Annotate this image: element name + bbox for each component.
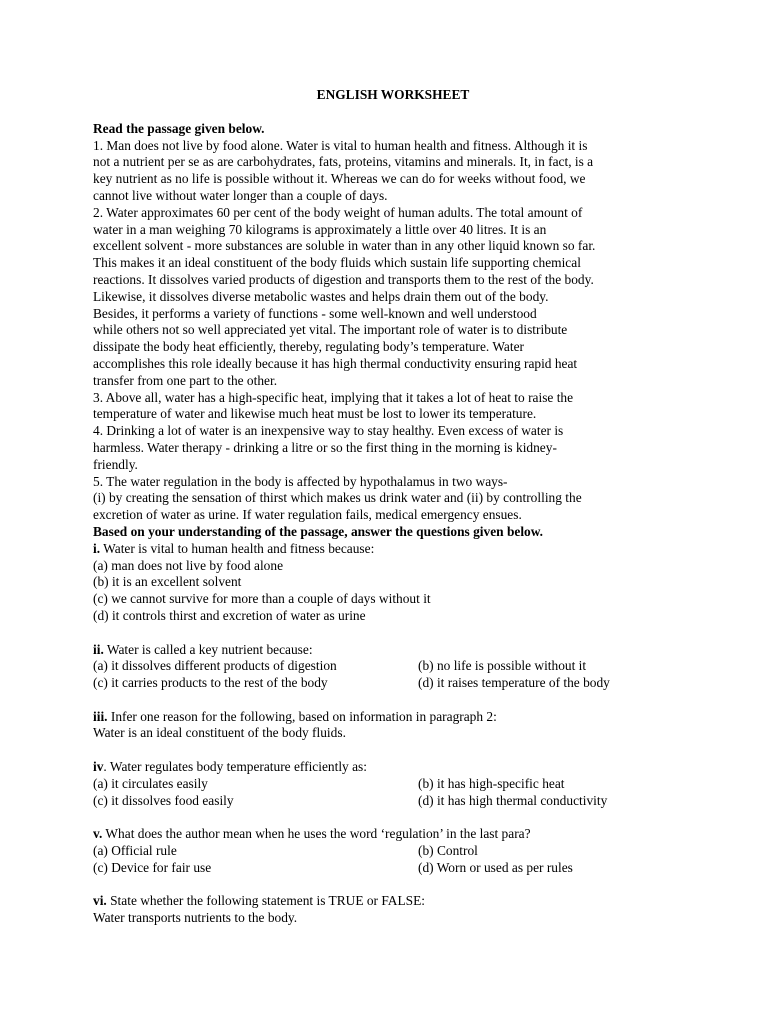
- option-d: (d) it has high thermal conductivity: [418, 792, 608, 808]
- passage-line: excretion of water as urine. If water regulation fails, medical emergency ensues.: [93, 507, 522, 523]
- passage-line: (i) by creating the sensation of thirst which makes us drink water and (ii) by controlling the: [93, 490, 582, 506]
- passage-instruction: Read the passage given below.: [93, 120, 265, 136]
- option-a: (a) Official rule: [93, 843, 177, 859]
- option-d: (d) it controls thirst and excretion of water as urine: [93, 607, 366, 623]
- passage-line: temperature of water and likewise much heat must be lost to lower its temperature.: [93, 406, 537, 422]
- option-d: (d) it raises temperature of the body: [418, 675, 610, 691]
- passage: [93, 138, 693, 524]
- question-text: State whether the following statement is TRUE or FALSE:: [106, 893, 425, 909]
- passage-line: excellent solvent - more substances are soluble in water than in any other liquid known so far.: [93, 238, 596, 254]
- passage-line: cannot live without water longer than a couple of days.: [93, 187, 388, 203]
- worksheet-page: [93, 87, 693, 927]
- question-6-statement: Water transports nutrients to the body.: [93, 910, 298, 926]
- option-a: (a) it dissolves different products of digestion: [93, 658, 337, 674]
- passage-line: water in a man weighing 70 kilograms is approximately a little over 40 litres. It is an: [93, 221, 547, 237]
- passage-line: key nutrient as no life is possible without it. Whereas we can do for weeks without food, we: [93, 171, 586, 187]
- question-number: vi.: [93, 893, 107, 909]
- option-row: [93, 793, 693, 810]
- option-row: [93, 860, 693, 877]
- question-6: [93, 893, 693, 927]
- passage-line: accomplishes this role ideally because it has high thermal conductivity ensuring rapid heat: [93, 355, 578, 371]
- option-b: (b) it is an excellent solvent: [93, 574, 242, 590]
- worksheet-title: ENGLISH WORKSHEET: [316, 87, 470, 102]
- question-text: What does the author mean when he uses the word ‘regulation’ in the last para?: [102, 826, 531, 842]
- question-text: Infer one reason for the following, based on information in paragraph 2:: [107, 708, 497, 724]
- question-2-stem: [93, 642, 693, 659]
- question-text: Water is vital to human health and fitness because:: [100, 540, 375, 556]
- option-c: (c) Device for fair use: [93, 859, 212, 875]
- option-b: (b) Control: [418, 843, 478, 859]
- option-c: (c) it carries products to the rest of the body: [93, 675, 328, 691]
- passage-line: This makes it an ideal constituent of the body fluids which sustain life supporting chemical: [93, 255, 581, 271]
- option-row: [93, 675, 693, 692]
- passage-line: reactions. It dissolves varied products of digestion and transports them to the rest of the body.: [93, 271, 594, 287]
- passage-line: Likewise, it dissolves diverse metabolic wastes and helps drain them out of the body.: [93, 288, 549, 304]
- question-3-statement: Water is an ideal constituent of the body fluids.: [93, 725, 346, 741]
- option-a: (a) it circulates easily: [93, 775, 208, 791]
- option-row: [93, 776, 693, 793]
- passage-line: 2. Water approximates 60 per cent of the body weight of human adults. The total amount of: [93, 204, 583, 220]
- passage-line: 4. Drinking a lot of water is an inexpensive way to stay healthy. Even excess of water is: [93, 423, 564, 439]
- question-6-stem: [93, 893, 693, 910]
- question-1: [93, 541, 693, 625]
- option-c: (c) we cannot survive for more than a couple of days without it: [93, 591, 431, 607]
- question-5-stem: [93, 826, 693, 843]
- question-2: [93, 642, 693, 692]
- question-3-stem: [93, 709, 693, 726]
- passage-line: 3. Above all, water has a high-specific heat, implying that it takes a lot of heat to raise the: [93, 389, 574, 405]
- option-row: [93, 658, 693, 675]
- passage-line: harmless. Water therapy - drinking a litre or so the first thing in the morning is kidney-: [93, 439, 557, 455]
- question-1-stem: [93, 541, 693, 558]
- passage-line: 1. Man does not live by food alone. Water is vital to human health and fitness. Although it is: [93, 137, 588, 153]
- option-d: (d) Worn or used as per rules: [418, 859, 573, 875]
- passage-line: transfer from one part to the other.: [93, 372, 278, 388]
- option-b: (b) no life is possible without it: [418, 658, 587, 674]
- question-number: v.: [93, 826, 103, 842]
- passage-line: while others not so well appreciated yet vital. The important role of water is to distribute: [93, 322, 568, 338]
- passage-line: 5. The water regulation in the body is affected by hypothalamus in two ways-: [93, 473, 508, 489]
- question-number: i.: [93, 540, 101, 556]
- option-b: (b) it has high-specific heat: [418, 775, 565, 791]
- question-4-stem: [93, 759, 693, 776]
- question-text: Water is called a key nutrient because:: [103, 641, 313, 657]
- question-number: ii.: [93, 641, 104, 657]
- questions-heading: Based on your understanding of the passage, answer the questions given below.: [93, 523, 544, 539]
- question-3: [93, 709, 693, 743]
- question-4: [93, 759, 693, 809]
- question-text: . Water regulates body temperature efficiently as:: [103, 759, 367, 775]
- passage-line: not a nutrient per se as are carbohydrates, fats, proteins, vitamins and minerals. It, in fact, is a: [93, 154, 594, 170]
- option-row: [93, 843, 693, 860]
- passage-line: dissipate the body heat efficiently, thereby, regulating body’s temperature. Water: [93, 339, 524, 355]
- option-a: (a) man does not live by food alone: [93, 557, 284, 573]
- option-c: (c) it dissolves food easily: [93, 792, 234, 808]
- question-5: [93, 826, 693, 876]
- question-number: iii.: [93, 708, 108, 724]
- passage-line: friendly.: [93, 456, 138, 472]
- passage-line: Besides, it performs a variety of functions - some well-known and well understood: [93, 305, 537, 321]
- question-number: iv: [93, 759, 104, 775]
